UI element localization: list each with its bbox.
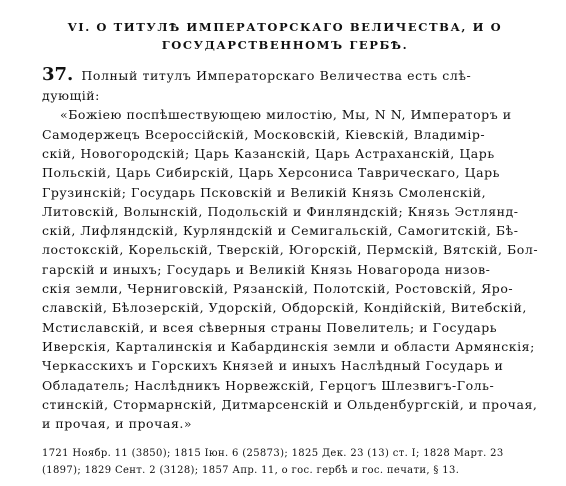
text-line: и прочая, и прочая.»	[42, 416, 193, 431]
reference-line: 1721 Ноябр. 11 (3850); 1815 Іюн. 6 (25873); 1825 Дек. 23 (13) ст. I; 1828 Март. 23	[42, 448, 504, 459]
article-opening-text: Полный титулъ Императорскаго Величества есть слѣ-	[81, 68, 472, 83]
text-line: дующій:	[42, 88, 100, 103]
text-line: Иверскія, Карталинскія и Кабардинскія земли и области Армянскія;	[42, 339, 535, 354]
text-line: скій, Лифляндскій, Курляндскій и Семигальскій, Самогитскій, Бѣ-	[42, 223, 519, 238]
text-line: Черкасскихъ и Горскихъ Князей и иныхъ Наслѣдный Государь и	[42, 358, 504, 373]
article-number: 37.	[42, 64, 74, 85]
text-line: Самодержецъ Всероссійскій, Московскій, Кіевскій, Владимір-	[42, 127, 486, 142]
text-line: лостокскій, Корельскій, Тверскій, Югорскій, Пермскій, Вятскій, Бол-	[42, 242, 539, 257]
text-line: Литовскій, Волынскій, Подольскій и Финляндскій; Князь Эстлянд-	[42, 204, 519, 219]
text-line: «Божіею поспѣшествующею милостію, Мы, N N, Императоръ и	[60, 107, 512, 122]
heading-line-1: VI. О ТИТУЛѢ ИМПЕРАТОРСКАГО ВЕЛИЧЕСТВА, И О	[67, 20, 503, 34]
heading-line-2: ГОСУДАРСТВЕННОМЪ ГЕРБѢ.	[161, 38, 409, 52]
text-line: гарскій и иныхъ; Государь и Великій Князь Новагорода низов-	[42, 262, 491, 277]
text-line: стинскій, Стормарнскій, Дитмарсенскій и Ольденбургскій, и прочая,	[42, 397, 538, 412]
text-line: скія земли, Черниговскій, Рязанскій, Полотскій, Ростовскій, Яро-	[42, 281, 514, 296]
section-heading	[40, 18, 530, 54]
text-line: Польскій, Царь Сибирскій, Царь Херсониса Таврическаго, Царь	[42, 165, 501, 180]
text-line: славскій, Бѣлозерскій, Удорскій, Обдорскій, Кондійскій, Витебскій,	[42, 300, 527, 315]
text-line: скій, Новогородскій; Царь Казанскій, Царь Астраханскій, Царь	[42, 146, 495, 161]
reference-line: (1897); 1829 Сент. 2 (3128); 1857 Апр. 11, о гос. гербѣ и гос. печати, § 13.	[42, 465, 460, 476]
article-first-line	[42, 64, 471, 85]
text-line: Обладатель; Наслѣдникъ Норвежскій, Герцогъ Шлезвигъ-Голь-	[42, 378, 495, 393]
text-line: Мстиславскій, и всея сѣверныя страны Повелитель; и Государь	[42, 320, 498, 335]
text-line: Грузинскій; Государь Псковскій и Великій Князь Смоленскій,	[42, 185, 487, 200]
